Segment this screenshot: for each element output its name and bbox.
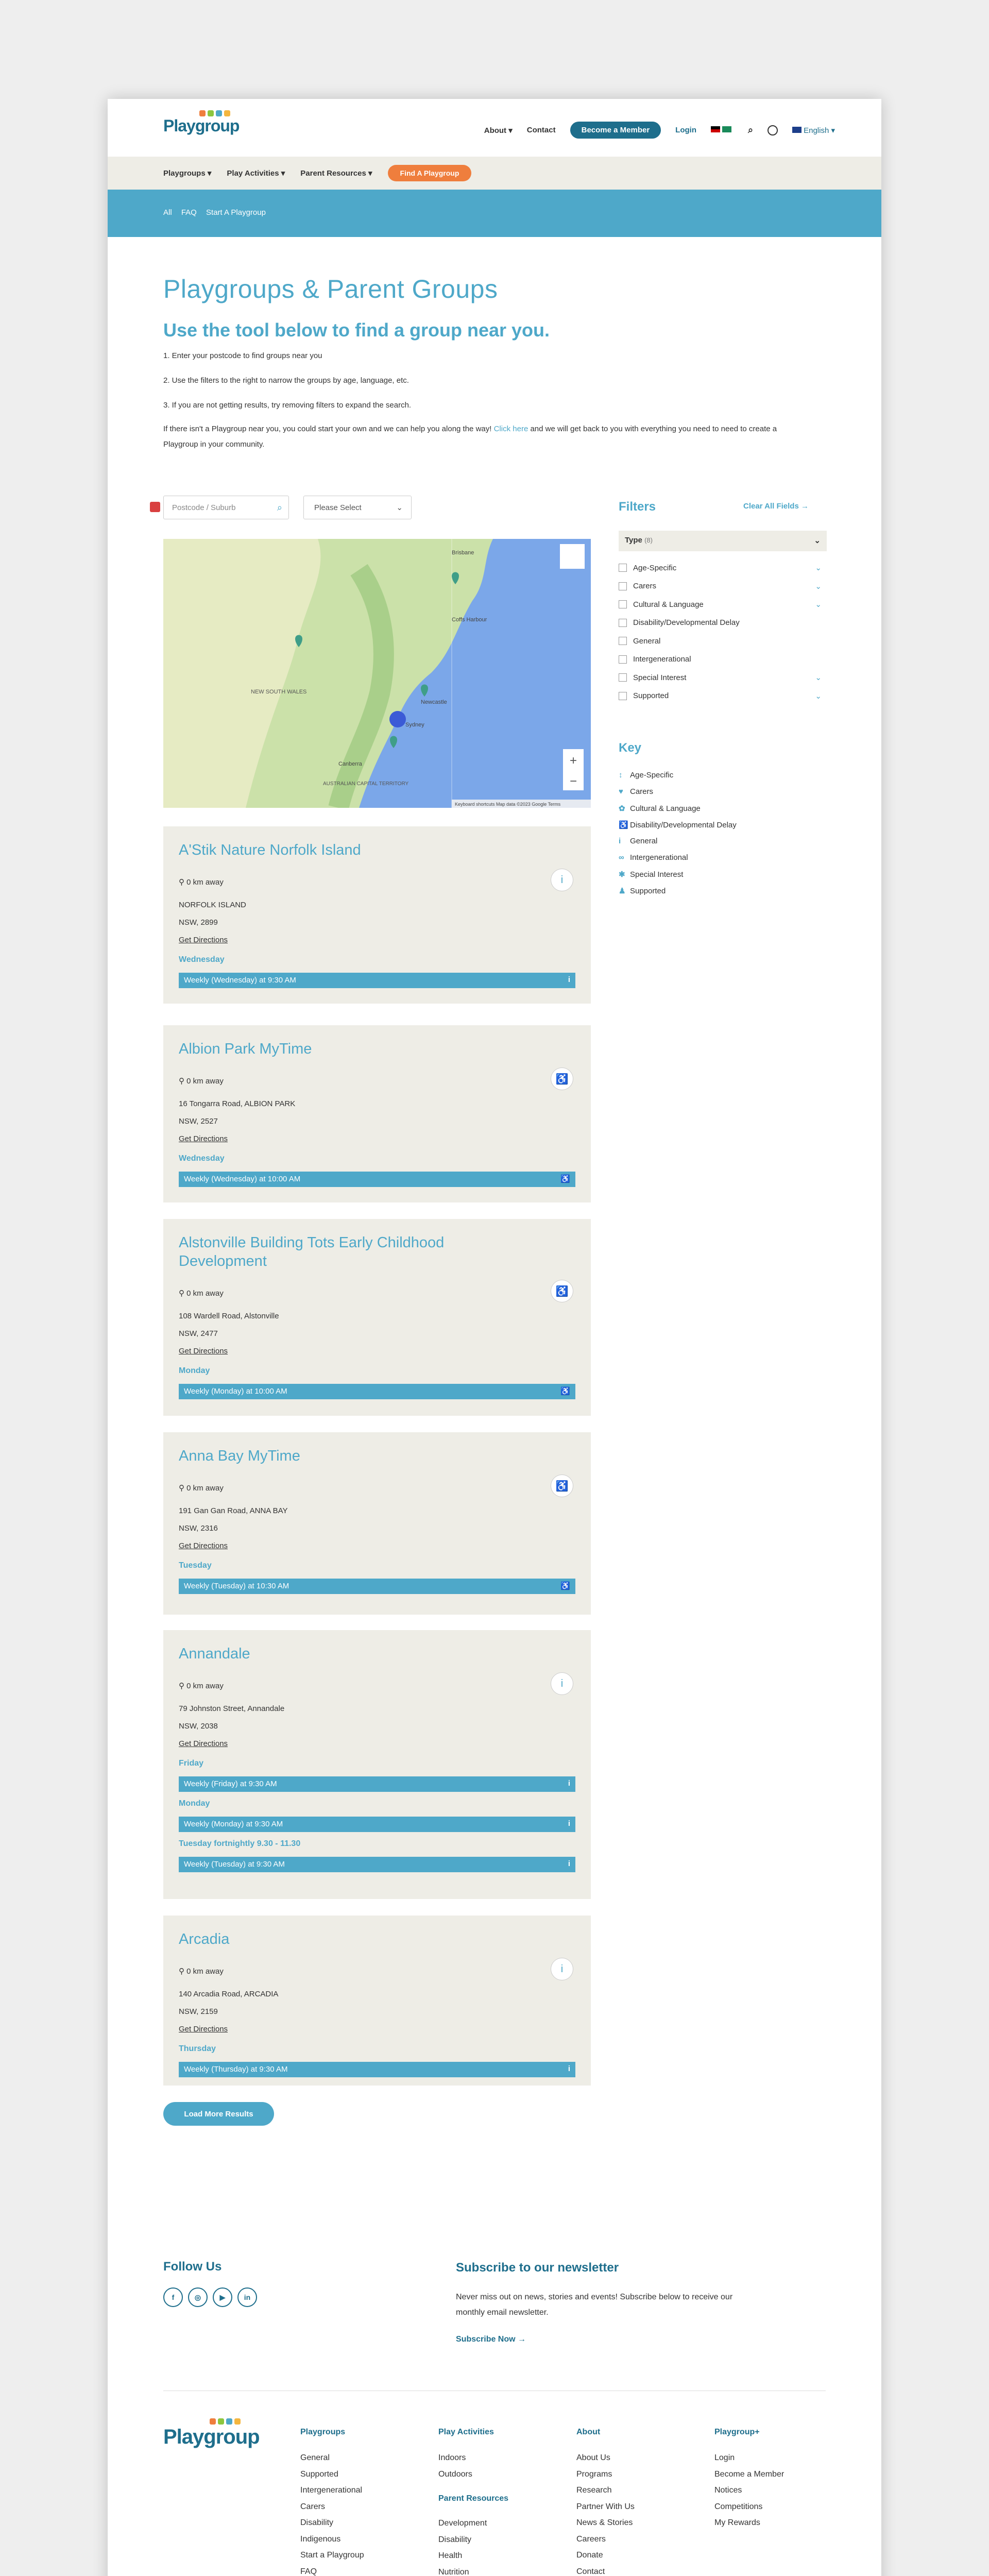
checkbox[interactable]: [619, 637, 627, 645]
distance-text: 0 km away: [186, 1484, 224, 1493]
result-address: 191 Gan Gan Road, ANNA BAY: [179, 1506, 288, 1515]
nav-about[interactable]: [484, 126, 513, 135]
intro-note-text-after: and we will get back to you with everything you need to need to create a Playgroup in your community.: [163, 425, 777, 449]
map-label: AUSTRALIAN CAPITAL TERRITORY: [323, 781, 409, 787]
footer-link[interactable]: My Rewards: [714, 2518, 760, 2527]
footer-link[interactable]: FAQ: [300, 2567, 317, 2576]
filter-option-label: Supported: [633, 691, 669, 700]
subnav-faq[interactable]: FAQ: [181, 208, 197, 217]
chevron-down-icon[interactable]: ⌄: [815, 600, 822, 609]
nav-playgroups[interactable]: [163, 168, 211, 178]
language-label: English: [804, 126, 829, 135]
footer-link[interactable]: About Us: [576, 2453, 610, 2462]
chevron-down-icon[interactable]: ⌄: [815, 582, 822, 591]
newsletter-title: Subscribe to our newsletter: [456, 2261, 619, 2275]
location-pin-icon: ⚲: [179, 878, 187, 887]
result-distance: [179, 1285, 224, 1302]
distance-text: 0 km away: [186, 1967, 224, 1976]
footer-link[interactable]: Start a Playgroup: [300, 2551, 364, 2560]
session-type-icon: i: [568, 1819, 570, 1828]
chevron-down-icon: ▾: [368, 169, 372, 178]
filter-option-label: Carers: [633, 582, 657, 590]
session-bar[interactable]: [179, 1579, 575, 1594]
zoom-in-button[interactable]: +: [570, 754, 577, 768]
filters-title: Filters: [619, 500, 656, 514]
nav-about-label: About: [484, 126, 507, 135]
footer-link[interactable]: Careers: [576, 2534, 606, 2544]
distance-text: 0 km away: [186, 1289, 224, 1298]
session-text: Weekly (Monday) at 10:00 AM: [184, 1387, 287, 1396]
checkbox[interactable]: [619, 564, 627, 572]
footer-link[interactable]: Donate: [576, 2551, 603, 2560]
checkbox[interactable]: [619, 673, 627, 682]
result-title[interactable]: Alstonville Building Tots Early Childhood Development: [179, 1234, 445, 1269]
location-pin-icon: ⚲: [179, 1077, 187, 1086]
footer-link[interactable]: Disability: [438, 2535, 472, 2544]
filter-option[interactable]: [619, 598, 827, 611]
get-directions-link[interactable]: Get Directions: [179, 1739, 228, 1748]
footer-link[interactable]: Research: [576, 2486, 612, 2495]
nav-playgroups-label: Playgroups: [163, 169, 206, 178]
location-icon[interactable]: [150, 502, 160, 512]
session-type-icon: ♿: [560, 1582, 570, 1590]
page-title: Playgroups & Parent Groups: [163, 275, 498, 303]
key-label: Age-Specific: [630, 771, 674, 779]
intro-step-2: 2. Use the filters to the right to narrow the groups by age, language, etc.: [163, 376, 409, 385]
search-icon[interactable]: ⌕: [277, 502, 282, 513]
map-label: NEW SOUTH WALES: [251, 689, 307, 695]
session-day: Monday: [179, 1366, 210, 1375]
footer-link[interactable]: Indoors: [438, 2453, 466, 2462]
session-type-icon: i: [568, 975, 570, 984]
chevron-down-icon: ▾: [207, 169, 212, 178]
filter-option[interactable]: [619, 580, 827, 592]
disability-icon[interactable]: ♿: [551, 1475, 573, 1497]
nav-parent-resources[interactable]: [300, 168, 372, 178]
disability-icon[interactable]: ♿: [551, 1067, 573, 1090]
filter-option-label: Special Interest: [633, 673, 687, 682]
zoom-out-button[interactable]: −: [570, 774, 577, 788]
checkbox[interactable]: [619, 619, 627, 627]
arrow-right-icon: →: [518, 2335, 526, 2344]
footer-link[interactable]: Indigenous: [300, 2534, 341, 2544]
footer-link[interactable]: Programs: [576, 2469, 612, 2479]
session-day: Thursday: [179, 2044, 216, 2053]
result-postcode: NSW, 2159: [179, 2007, 218, 2016]
location-pin-icon: ⚲: [179, 1484, 187, 1493]
session-bar[interactable]: [179, 2062, 575, 2077]
info-icon[interactable]: i: [551, 869, 573, 891]
footer-link[interactable]: Partner With Us: [576, 2502, 635, 2511]
start-playgroup-link[interactable]: Click here: [493, 425, 528, 433]
session-bar[interactable]: [179, 1776, 575, 1792]
key-item: [619, 787, 653, 796]
footer-logo-text: Playgroup: [163, 2426, 260, 2448]
intro-step-3: 3. If you are not getting results, try removing filters to expand the search.: [163, 401, 412, 410]
session-text: Weekly (Friday) at 9:30 AM: [184, 1780, 277, 1788]
footer-link[interactable]: Notices: [714, 2486, 742, 2495]
nav-play-activities[interactable]: [227, 168, 285, 178]
filter-type-count: (8): [644, 536, 653, 544]
filter-option-label: Disability/Developmental Delay: [633, 618, 740, 627]
session-bar[interactable]: [179, 1857, 575, 1872]
distance-text: 0 km away: [186, 878, 224, 887]
page-subtitle: Use the tool below to find a group near you.: [163, 319, 550, 341]
result-card: [163, 1630, 591, 1899]
subnav-start[interactable]: Start A Playgroup: [206, 208, 266, 217]
sub-nav: [108, 190, 881, 237]
info-icon[interactable]: i: [551, 1958, 573, 1980]
footer-link[interactable]: Competitions: [714, 2502, 763, 2511]
arrow-right-icon: →: [800, 502, 809, 511]
language-selector[interactable]: English ▾: [792, 126, 835, 135]
key-label: Disability/Developmental Delay: [630, 820, 737, 829]
key-item: [619, 837, 657, 845]
location-pin-icon: ⚲: [179, 1289, 187, 1298]
checkbox[interactable]: [619, 600, 627, 608]
footer-link[interactable]: Development: [438, 2519, 487, 2528]
result-title[interactable]: Anna Bay MyTime: [179, 1448, 300, 1464]
youtube-icon[interactable]: ▶: [213, 2287, 232, 2307]
footer-column-title[interactable]: Playgroup+: [714, 2428, 760, 2436]
session-text: Weekly (Thursday) at 9:30 AM: [184, 2065, 288, 2074]
result-distance: [179, 1963, 224, 1980]
disability-icon[interactable]: ♿: [551, 1280, 573, 1302]
logo-text: Playgroup: [163, 116, 240, 135]
footer-link[interactable]: News & Stories: [576, 2518, 633, 2527]
distance-text: 0 km away: [186, 1077, 224, 1086]
session-type-icon: i: [568, 1779, 570, 1788]
top-nav: [484, 122, 835, 139]
map-label: Coffs Harbour: [452, 617, 487, 623]
key-item: [619, 886, 666, 895]
map-marker-cluster[interactable]: [389, 711, 406, 727]
checkbox[interactable]: [619, 582, 627, 590]
result-title[interactable]: Albion Park MyTime: [179, 1041, 312, 1057]
footer-link[interactable]: Supported: [300, 2469, 338, 2479]
session-day: Wednesday: [179, 955, 225, 964]
session-text: Weekly (Monday) at 9:30 AM: [184, 1820, 283, 1828]
filter-option[interactable]: [619, 617, 827, 629]
footer-column-title[interactable]: Play Activities: [438, 2428, 494, 2436]
filter-option-label: Intergenerational: [633, 655, 691, 664]
result-card: [163, 1219, 591, 1416]
checkbox[interactable]: [619, 692, 627, 700]
result-card: [163, 1432, 591, 1615]
session-type-icon: i: [568, 2064, 570, 2073]
key-label: Cultural & Language: [630, 804, 701, 813]
filter-option-label: General: [633, 636, 661, 646]
footer-link[interactable]: Contact: [576, 2567, 605, 2576]
session-day: Tuesday fortnightly 9.30 - 11.30: [179, 1839, 301, 1848]
get-directions-link[interactable]: Get Directions: [179, 1541, 228, 1550]
subnav-all[interactable]: All: [163, 208, 172, 217]
result-card: [163, 1916, 591, 2086]
result-postcode: NSW, 2316: [179, 1524, 218, 1533]
session-bar[interactable]: [179, 1817, 575, 1832]
postcode-placeholder: Postcode / Suburb: [172, 503, 236, 512]
linkedin-icon[interactable]: in: [237, 2287, 257, 2307]
filter-option[interactable]: [619, 562, 827, 574]
clear-filters-label: Clear All Fields: [743, 502, 799, 511]
key-item: [619, 870, 683, 879]
session-text: Weekly (Wednesday) at 10:00 AM: [184, 1175, 301, 1183]
footer-link[interactable]: Nutrition: [438, 2567, 469, 2576]
session-day: Wednesday: [179, 1154, 225, 1163]
get-directions-link[interactable]: Get Directions: [179, 1347, 228, 1355]
filter-option[interactable]: [619, 671, 827, 684]
intro-step-1: 1. Enter your postcode to find groups near you: [163, 351, 322, 360]
result-address: 16 Tongarra Road, ALBION PARK: [179, 1099, 296, 1108]
session-bar[interactable]: [179, 973, 575, 988]
result-postcode: NSW, 2899: [179, 918, 218, 927]
fullscreen-button[interactable]: [560, 544, 585, 569]
session-type-icon: ♿: [560, 1387, 570, 1396]
session-text: Weekly (Tuesday) at 10:30 AM: [184, 1582, 289, 1590]
info-icon[interactable]: i: [551, 1672, 573, 1695]
key-label: Supported: [630, 886, 666, 895]
key-icon: ↕: [619, 771, 623, 779]
site-header: [108, 99, 881, 157]
session-type-icon: ♿: [560, 1175, 570, 1183]
key-icon: ∞: [619, 853, 624, 862]
footer-logo[interactable]: [163, 2426, 260, 2449]
instagram-icon[interactable]: ◎: [188, 2287, 208, 2307]
logo-shapes: [199, 110, 230, 116]
key-item: [619, 820, 737, 829]
result-card: [163, 826, 591, 1004]
find-playgroup-button[interactable]: Find A Playgroup: [388, 165, 472, 181]
session-day: Monday: [179, 1799, 210, 1808]
footer-link[interactable]: Intergenerational: [300, 2486, 363, 2495]
search-icon[interactable]: ⌕: [748, 125, 754, 135]
session-bar[interactable]: [179, 1384, 575, 1399]
footer-link[interactable]: Login: [714, 2453, 735, 2462]
location-pin-icon: ⚲: [179, 1682, 187, 1690]
chevron-down-icon: ⌄: [814, 536, 821, 545]
filter-option[interactable]: [619, 690, 827, 702]
filter-type-label: Type: [625, 536, 642, 545]
postcode-search-input[interactable]: [163, 496, 289, 519]
chevron-down-icon: ⌄: [396, 503, 403, 512]
checkbox[interactable]: [619, 655, 627, 664]
subscribe-label: Subscribe Now: [456, 2335, 516, 2344]
intro-note: [163, 421, 797, 452]
footer-link[interactable]: General: [300, 2453, 330, 2462]
key-item: [619, 804, 701, 813]
result-title[interactable]: A'Stik Nature Norfolk Island: [179, 842, 361, 858]
session-day: Friday: [179, 1759, 204, 1768]
nav-contact[interactable]: Contact: [526, 126, 556, 134]
result-distance: [179, 1073, 224, 1090]
map-attribution: Keyboard shortcuts Map data ©2023 Google Terms: [455, 802, 561, 807]
result-address: 79 Johnston Street, Annandale: [179, 1704, 285, 1713]
key-icon: ✿: [619, 804, 625, 813]
logo-shapes: [210, 2418, 241, 2425]
get-directions-link[interactable]: Get Directions: [179, 2025, 228, 2033]
key-icon: ♥: [619, 787, 623, 796]
footer-link[interactable]: Health: [438, 2551, 463, 2560]
main-nav: [108, 157, 881, 190]
footer-column-title[interactable]: About: [576, 2428, 601, 2436]
chevron-down-icon: ▾: [508, 126, 513, 135]
filter-option-label: Cultural & Language: [633, 600, 704, 609]
location-pin-icon: ⚲: [179, 1967, 187, 1976]
session-text: Weekly (Tuesday) at 9:30 AM: [184, 1860, 285, 1869]
nav-play-activities-label: Play Activities: [227, 169, 279, 178]
key-label: Special Interest: [630, 870, 684, 879]
key-item: [619, 853, 688, 862]
accessibility-icon[interactable]: [768, 125, 778, 135]
key-icon: ✱: [619, 870, 625, 879]
result-address: NORFOLK ISLAND: [179, 901, 246, 909]
page: [108, 99, 881, 2576]
session-text: Weekly (Wednesday) at 9:30 AM: [184, 976, 296, 985]
filter-type-header[interactable]: [619, 531, 827, 551]
result-distance: [179, 1677, 224, 1695]
key-label: Intergenerational: [630, 853, 688, 862]
footer-link[interactable]: Carers: [300, 2502, 326, 2511]
subscribe-link[interactable]: [456, 2335, 526, 2344]
session-type-icon: i: [568, 1859, 570, 1868]
result-card: [163, 1025, 591, 1202]
intro-note-text: If there isn't a Playgroup near you, you could start your own and we can help you along the way!: [163, 425, 492, 433]
map-label: Canberra: [338, 761, 362, 767]
footer-link[interactable]: Outdoors: [438, 2469, 472, 2479]
results-map[interactable]: [163, 539, 591, 808]
map-canvas[interactable]: [163, 539, 591, 808]
nav-parent-resources-label: Parent Resources: [300, 169, 366, 178]
get-directions-link[interactable]: Get Directions: [179, 1134, 228, 1143]
session-day: Tuesday: [179, 1561, 212, 1570]
site-logo[interactable]: [163, 116, 239, 135]
newsletter-text: Never miss out on news, stories and events! Subscribe below to receive our monthly email newsletter.: [456, 2293, 733, 2317]
footer-column-title[interactable]: Playgroups: [300, 2428, 346, 2436]
result-postcode: NSW, 2038: [179, 1722, 218, 1731]
result-distance: [179, 874, 224, 891]
key-icon: ♿: [619, 821, 628, 829]
key-item: [619, 771, 673, 779]
key-label: Carers: [630, 787, 654, 796]
login-link[interactable]: Login: [675, 126, 696, 134]
acknowledgement-flags-icon: [711, 126, 734, 134]
distance-select[interactable]: [303, 496, 412, 519]
uk-flag-icon: [792, 127, 802, 133]
chevron-down-icon: ▾: [281, 169, 285, 178]
footer-link[interactable]: Become a Member: [714, 2469, 785, 2479]
session-bar[interactable]: [179, 1172, 575, 1187]
map-label: Brisbane: [452, 550, 474, 556]
result-title[interactable]: Annandale: [179, 1646, 250, 1662]
result-postcode: NSW, 2527: [179, 1117, 218, 1126]
map-label: Newcastle: [421, 699, 447, 705]
distance-text: 0 km away: [186, 1682, 224, 1690]
filter-option[interactable]: [619, 635, 827, 647]
clear-filters-link[interactable]: [743, 502, 809, 511]
footer-column-title[interactable]: Parent Resources: [438, 2494, 509, 2503]
facebook-icon[interactable]: f: [163, 2287, 183, 2307]
load-more-button[interactable]: Load More Results: [163, 2102, 274, 2126]
key-title: Key: [619, 741, 642, 755]
key-label: General: [630, 837, 658, 845]
result-address: 140 Arcadia Road, ARCADIA: [179, 1990, 279, 1998]
get-directions-link[interactable]: Get Directions: [179, 936, 228, 944]
result-address: 108 Wardell Road, Alstonville: [179, 1312, 279, 1320]
key-icon: ♟: [619, 887, 626, 895]
result-title[interactable]: Arcadia: [179, 1931, 230, 1947]
key-icon: i: [619, 837, 621, 845]
become-member-button[interactable]: Become a Member: [570, 122, 661, 139]
filter-option-label: Age-Specific: [633, 563, 677, 572]
chevron-down-icon[interactable]: ⌄: [815, 673, 822, 682]
result-distance: [179, 1480, 224, 1497]
follow-title: Follow Us: [163, 2260, 222, 2274]
filter-option[interactable]: [619, 653, 827, 666]
footer-link[interactable]: Disability: [300, 2518, 334, 2527]
result-postcode: NSW, 2477: [179, 1329, 218, 1338]
chevron-down-icon[interactable]: ⌄: [815, 691, 822, 701]
map-label: Sydney: [405, 722, 424, 728]
select-value: Please Select: [314, 503, 362, 512]
chevron-down-icon[interactable]: ⌄: [815, 564, 822, 572]
